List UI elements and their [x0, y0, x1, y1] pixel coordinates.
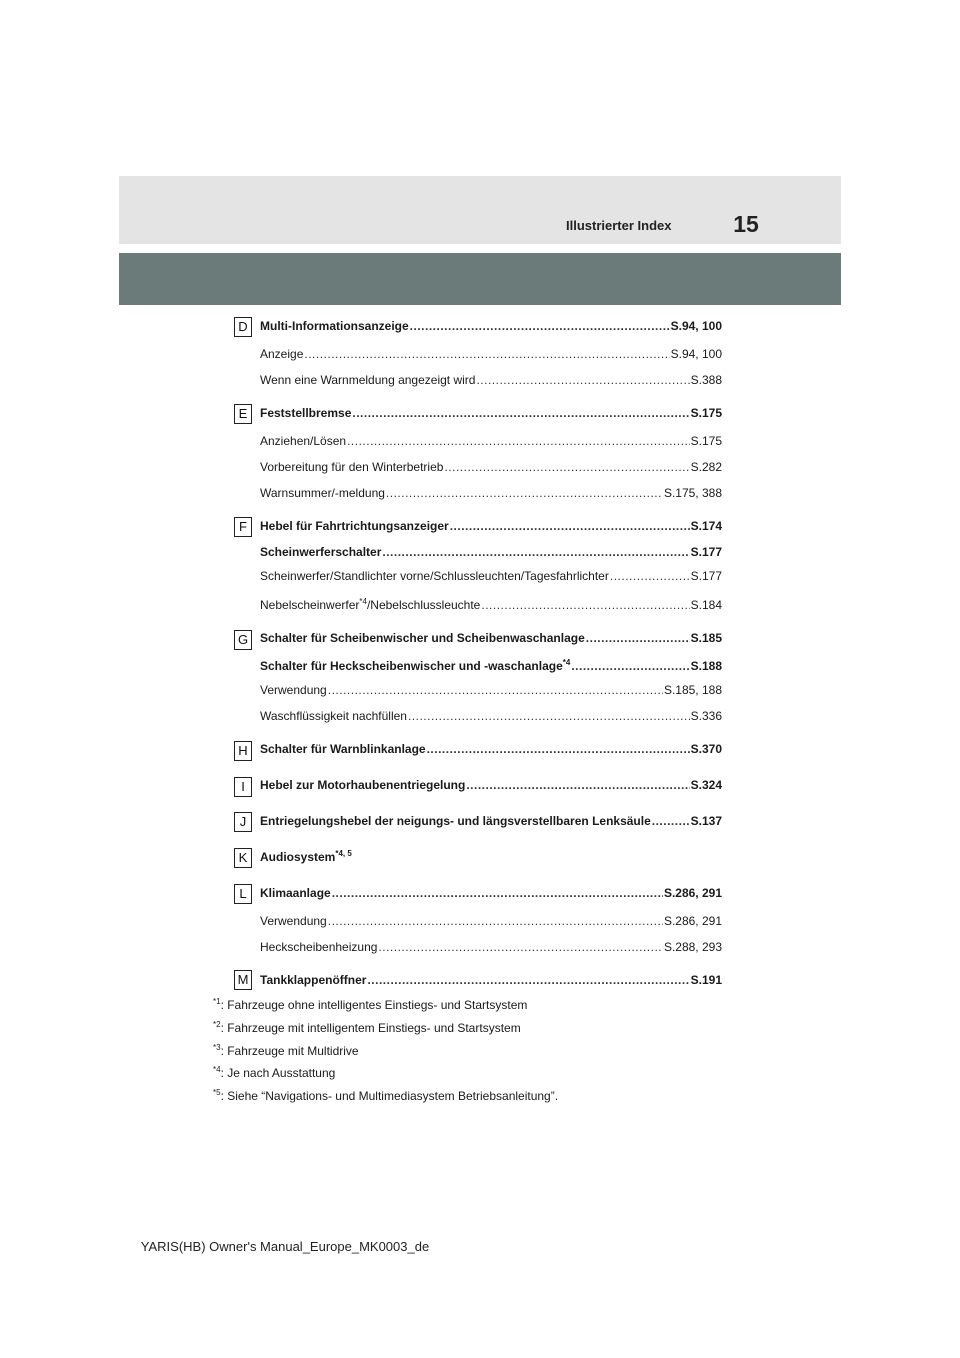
index-entry	[260, 814, 722, 828]
index-entry	[260, 545, 722, 559]
entry-label: Klimaanlage	[260, 886, 331, 900]
letter-box: H	[234, 741, 252, 761]
entry-page[interactable]: S.286, 291	[663, 914, 722, 928]
letter-box: E	[234, 404, 252, 424]
footnote: $^{*4}$: Je nach Ausstattung	[213, 1065, 336, 1080]
footnote: $^{*1}$: Fahrzeuge ohne intelligentes Einstiegs- und Startsystem	[213, 997, 528, 1012]
entry-page[interactable]: S.191	[690, 973, 722, 987]
entry-label: Waschflüssigkeit nachfüllen	[260, 709, 407, 723]
entry-label: Audiosystem$^{*4, 5}$	[260, 849, 352, 864]
letter-box: I	[234, 777, 252, 797]
entry-label: Wenn eine Warnmeldung angezeigt wird	[260, 373, 476, 387]
entry-page[interactable]: S.185	[690, 631, 722, 645]
entry-label: Schalter für Heckscheibenwischer und -waschanlage$^{*4}$	[260, 658, 571, 673]
letter-box: F	[234, 517, 252, 537]
dot-leader	[610, 569, 690, 583]
index-entry	[260, 406, 722, 420]
letter-box: D	[234, 317, 252, 337]
entry-page[interactable]: S.324	[690, 778, 722, 792]
index-entry	[260, 659, 722, 673]
entry-label: Nebelscheinwerfer$^{*4}$/Nebelschlussleuchte	[260, 597, 481, 612]
section-title: Illustrierter Index	[566, 218, 672, 233]
entry-page[interactable]: S.175	[690, 406, 722, 420]
dot-leader	[382, 545, 689, 559]
letter-box: K	[234, 848, 252, 868]
dot-leader	[328, 914, 663, 928]
dot-leader	[450, 519, 690, 533]
index-entry	[260, 973, 722, 987]
dot-leader	[652, 814, 690, 828]
index-entry	[260, 319, 722, 333]
index-entry	[260, 683, 722, 697]
letter-box: J	[234, 812, 252, 832]
entry-label: Hebel für Fahrtrichtungsanzeiger	[260, 519, 449, 533]
index-entry	[260, 434, 722, 448]
entry-label: Verwendung	[260, 683, 327, 697]
dot-leader	[466, 778, 689, 792]
index-entry	[260, 460, 722, 474]
index-entry	[260, 598, 722, 612]
index-entry	[260, 519, 722, 533]
entry-label: Scheinwerferschalter	[260, 545, 382, 559]
entry-label: Anzeige	[260, 347, 304, 361]
letter-box: L	[234, 884, 252, 904]
entry-label: Vorbereitung für den Winterbetrieb	[260, 460, 444, 474]
entry-label: Warnsummer/-meldung	[260, 486, 385, 500]
entry-page[interactable]: S.137	[690, 814, 722, 828]
index-entry	[260, 631, 722, 645]
index-entry	[260, 347, 722, 361]
index-entry	[260, 940, 722, 954]
entry-label: Verwendung	[260, 914, 327, 928]
index-entry	[260, 850, 722, 864]
dot-leader	[571, 659, 689, 673]
dot-leader	[586, 631, 690, 645]
index-entry	[260, 914, 722, 928]
entry-label: Entriegelungshebel der neigungs- und längsverstellbaren Lenksäule	[260, 814, 651, 828]
index-entry	[260, 886, 722, 900]
entry-label: Feststellbremse	[260, 406, 352, 420]
page-number: 15	[733, 211, 759, 237]
document-footer: YARIS(HB) Owner's Manual_Europe_MK0003_de	[140, 1239, 430, 1254]
dot-leader	[408, 709, 690, 723]
entry-page[interactable]: S.370	[690, 742, 722, 756]
dot-leader	[476, 373, 689, 387]
index-entry	[260, 742, 722, 756]
entry-label: Tankklappenöffner	[260, 973, 367, 987]
entry-page[interactable]: S.175, 388	[663, 486, 722, 500]
dot-leader	[481, 598, 689, 612]
entry-page[interactable]: S.175	[690, 434, 722, 448]
entry-page[interactable]: S.188	[690, 659, 722, 673]
dot-leader	[410, 319, 670, 333]
entry-page[interactable]: S.185, 188	[663, 683, 722, 697]
entry-label: Anziehen/Lösen	[260, 434, 347, 448]
entry-page[interactable]: S.94, 100	[670, 319, 722, 333]
entry-page[interactable]: S.286, 291	[663, 886, 722, 900]
dot-leader	[386, 486, 663, 500]
entry-page[interactable]: S.94, 100	[670, 347, 722, 361]
entry-label: Multi-Informationsanzeige	[260, 319, 409, 333]
entry-page[interactable]: S.174	[690, 519, 722, 533]
entry-page[interactable]: S.288, 293	[663, 940, 722, 954]
entry-label: Schalter für Warnblinkanlage	[260, 742, 426, 756]
entry-page[interactable]: S.282	[690, 460, 722, 474]
dot-leader	[352, 406, 689, 420]
entry-label: Scheinwerfer/Standlichter vorne/Schlussleuchten/Tagesfahrlichter	[260, 569, 609, 583]
dot-leader	[304, 347, 669, 361]
entry-label: Hebel zur Motorhaubenentriegelung	[260, 778, 466, 792]
dot-leader	[332, 886, 663, 900]
index-entry	[260, 709, 722, 723]
dot-leader	[347, 434, 690, 448]
footnote: $^{*2}$: Fahrzeuge mit intelligentem Einstiegs- und Startsystem	[213, 1020, 521, 1035]
entry-page[interactable]: S.177	[690, 545, 722, 559]
dot-leader	[427, 742, 690, 756]
letter-box: G	[234, 630, 252, 650]
dot-leader	[328, 683, 663, 697]
dot-leader	[444, 460, 689, 474]
index-entry	[260, 569, 722, 583]
entry-page[interactable]: S.336	[690, 709, 722, 723]
footnote: $^{*5}$: Siehe “Navigations- und Multimediasystem Betriebsanleitung”.	[213, 1088, 559, 1103]
dot-leader	[378, 940, 663, 954]
dot-leader	[367, 973, 689, 987]
index-entry	[260, 778, 722, 792]
entry-label: Heckscheibenheizung	[260, 940, 378, 954]
index-entry	[260, 373, 722, 387]
index-entry	[260, 486, 722, 500]
entry-page[interactable]: S.388	[690, 373, 722, 387]
entry-page[interactable]: S.177	[690, 569, 722, 583]
entry-page[interactable]: S.184	[690, 598, 722, 612]
footnote: $^{*3}$: Fahrzeuge mit Multidrive	[213, 1043, 359, 1058]
letter-box: M	[234, 970, 252, 990]
entry-label: Schalter für Scheibenwischer und Scheibenwaschanlage	[260, 631, 585, 645]
